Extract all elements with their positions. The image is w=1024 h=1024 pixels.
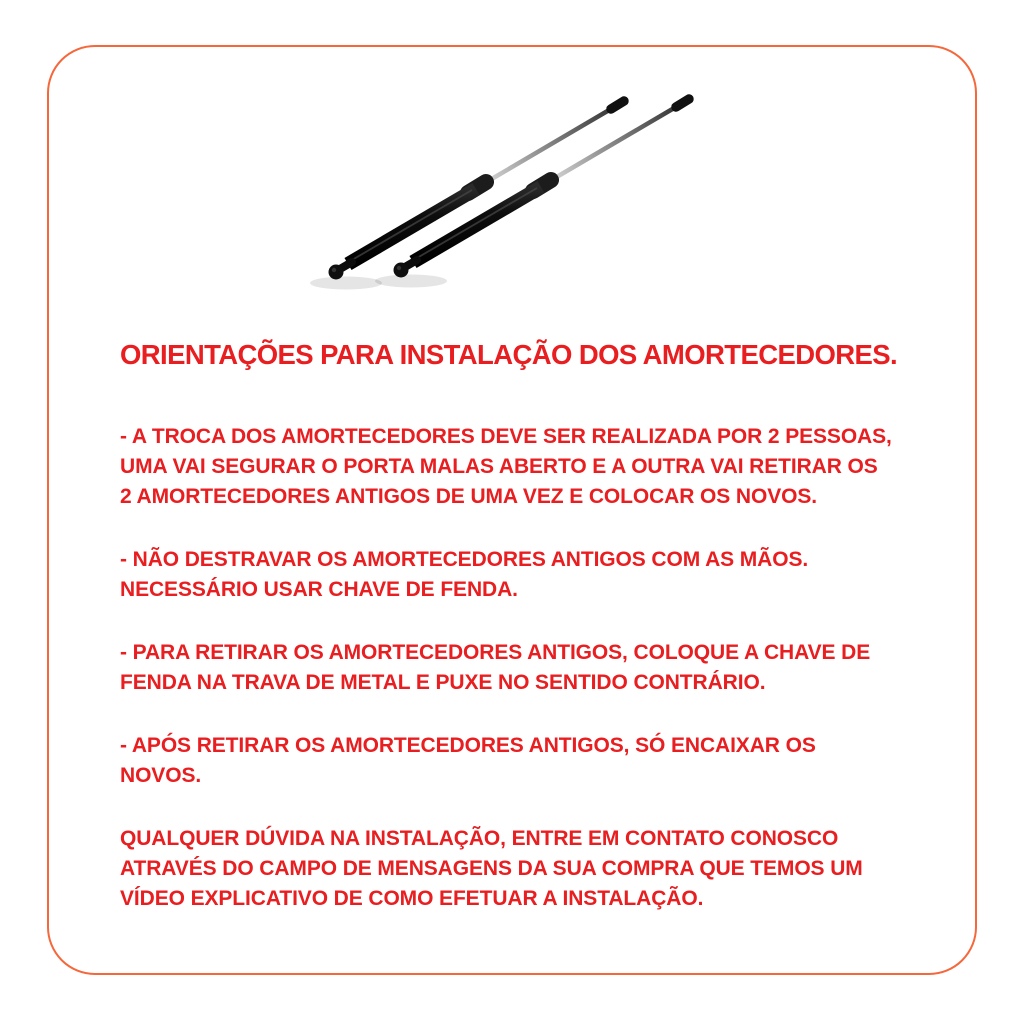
- instruction-paragraph: [120, 422, 940, 512]
- instruction-line: - APÓS RETIRAR OS AMORTECEDORES ANTIGOS, SÓ ENCAIXAR OS: [120, 734, 816, 757]
- instruction-line: UMA VAI SEGURAR O PORTA MALAS ABERTO E A OUTRA VAI RETIRAR OS: [120, 455, 878, 478]
- instruction-line: FENDA NA TRAVA DE METAL E PUXE NO SENTIDO CONTRÁRIO.: [120, 671, 766, 694]
- page-title: ORIENTAÇÕES PARA INSTALAÇÃO DOS AMORTECEDORES.: [120, 339, 898, 370]
- contact-note-paragraph: [120, 824, 940, 914]
- gas-strut-left: [310, 101, 624, 290]
- gas-struts-illustration: [300, 70, 724, 300]
- instruction-line: ATRAVÉS DO CAMPO DE MENSAGENS DA SUA COMPRA QUE TEMOS UM: [120, 857, 863, 880]
- instruction-paragraph: [120, 731, 940, 791]
- instruction-line: NOVOS.: [120, 764, 202, 787]
- instruction-line: - A TROCA DOS AMORTECEDORES DEVE SER REALIZADA POR 2 PESSOAS,: [120, 425, 892, 448]
- instruction-line: NECESSÁRIO USAR CHAVE DE FENDA.: [120, 578, 518, 601]
- instructions-text: [120, 422, 940, 914]
- instruction-line: 2 AMORTECEDORES ANTIGOS DE UMA VEZ E COLOCAR OS NOVOS.: [120, 485, 817, 508]
- instruction-line: QUALQUER DÚVIDA NA INSTALAÇÃO, ENTRE EM CONTATO CONOSCO: [120, 827, 839, 850]
- instruction-paragraph: [120, 638, 940, 698]
- gas-strut-right: [375, 99, 689, 288]
- instruction-line: - PARA RETIRAR OS AMORTECEDORES ANTIGOS, COLOQUE A CHAVE DE: [120, 641, 871, 664]
- instruction-paragraph: [120, 545, 940, 605]
- gas-struts-image: [300, 70, 724, 300]
- instruction-line: - NÃO DESTRAVAR OS AMORTECEDORES ANTIGOS COM AS MÃOS.: [120, 548, 809, 571]
- instruction-line: VÍDEO EXPLICATIVO DE COMO EFETUAR A INSTALAÇÃO.: [120, 887, 704, 910]
